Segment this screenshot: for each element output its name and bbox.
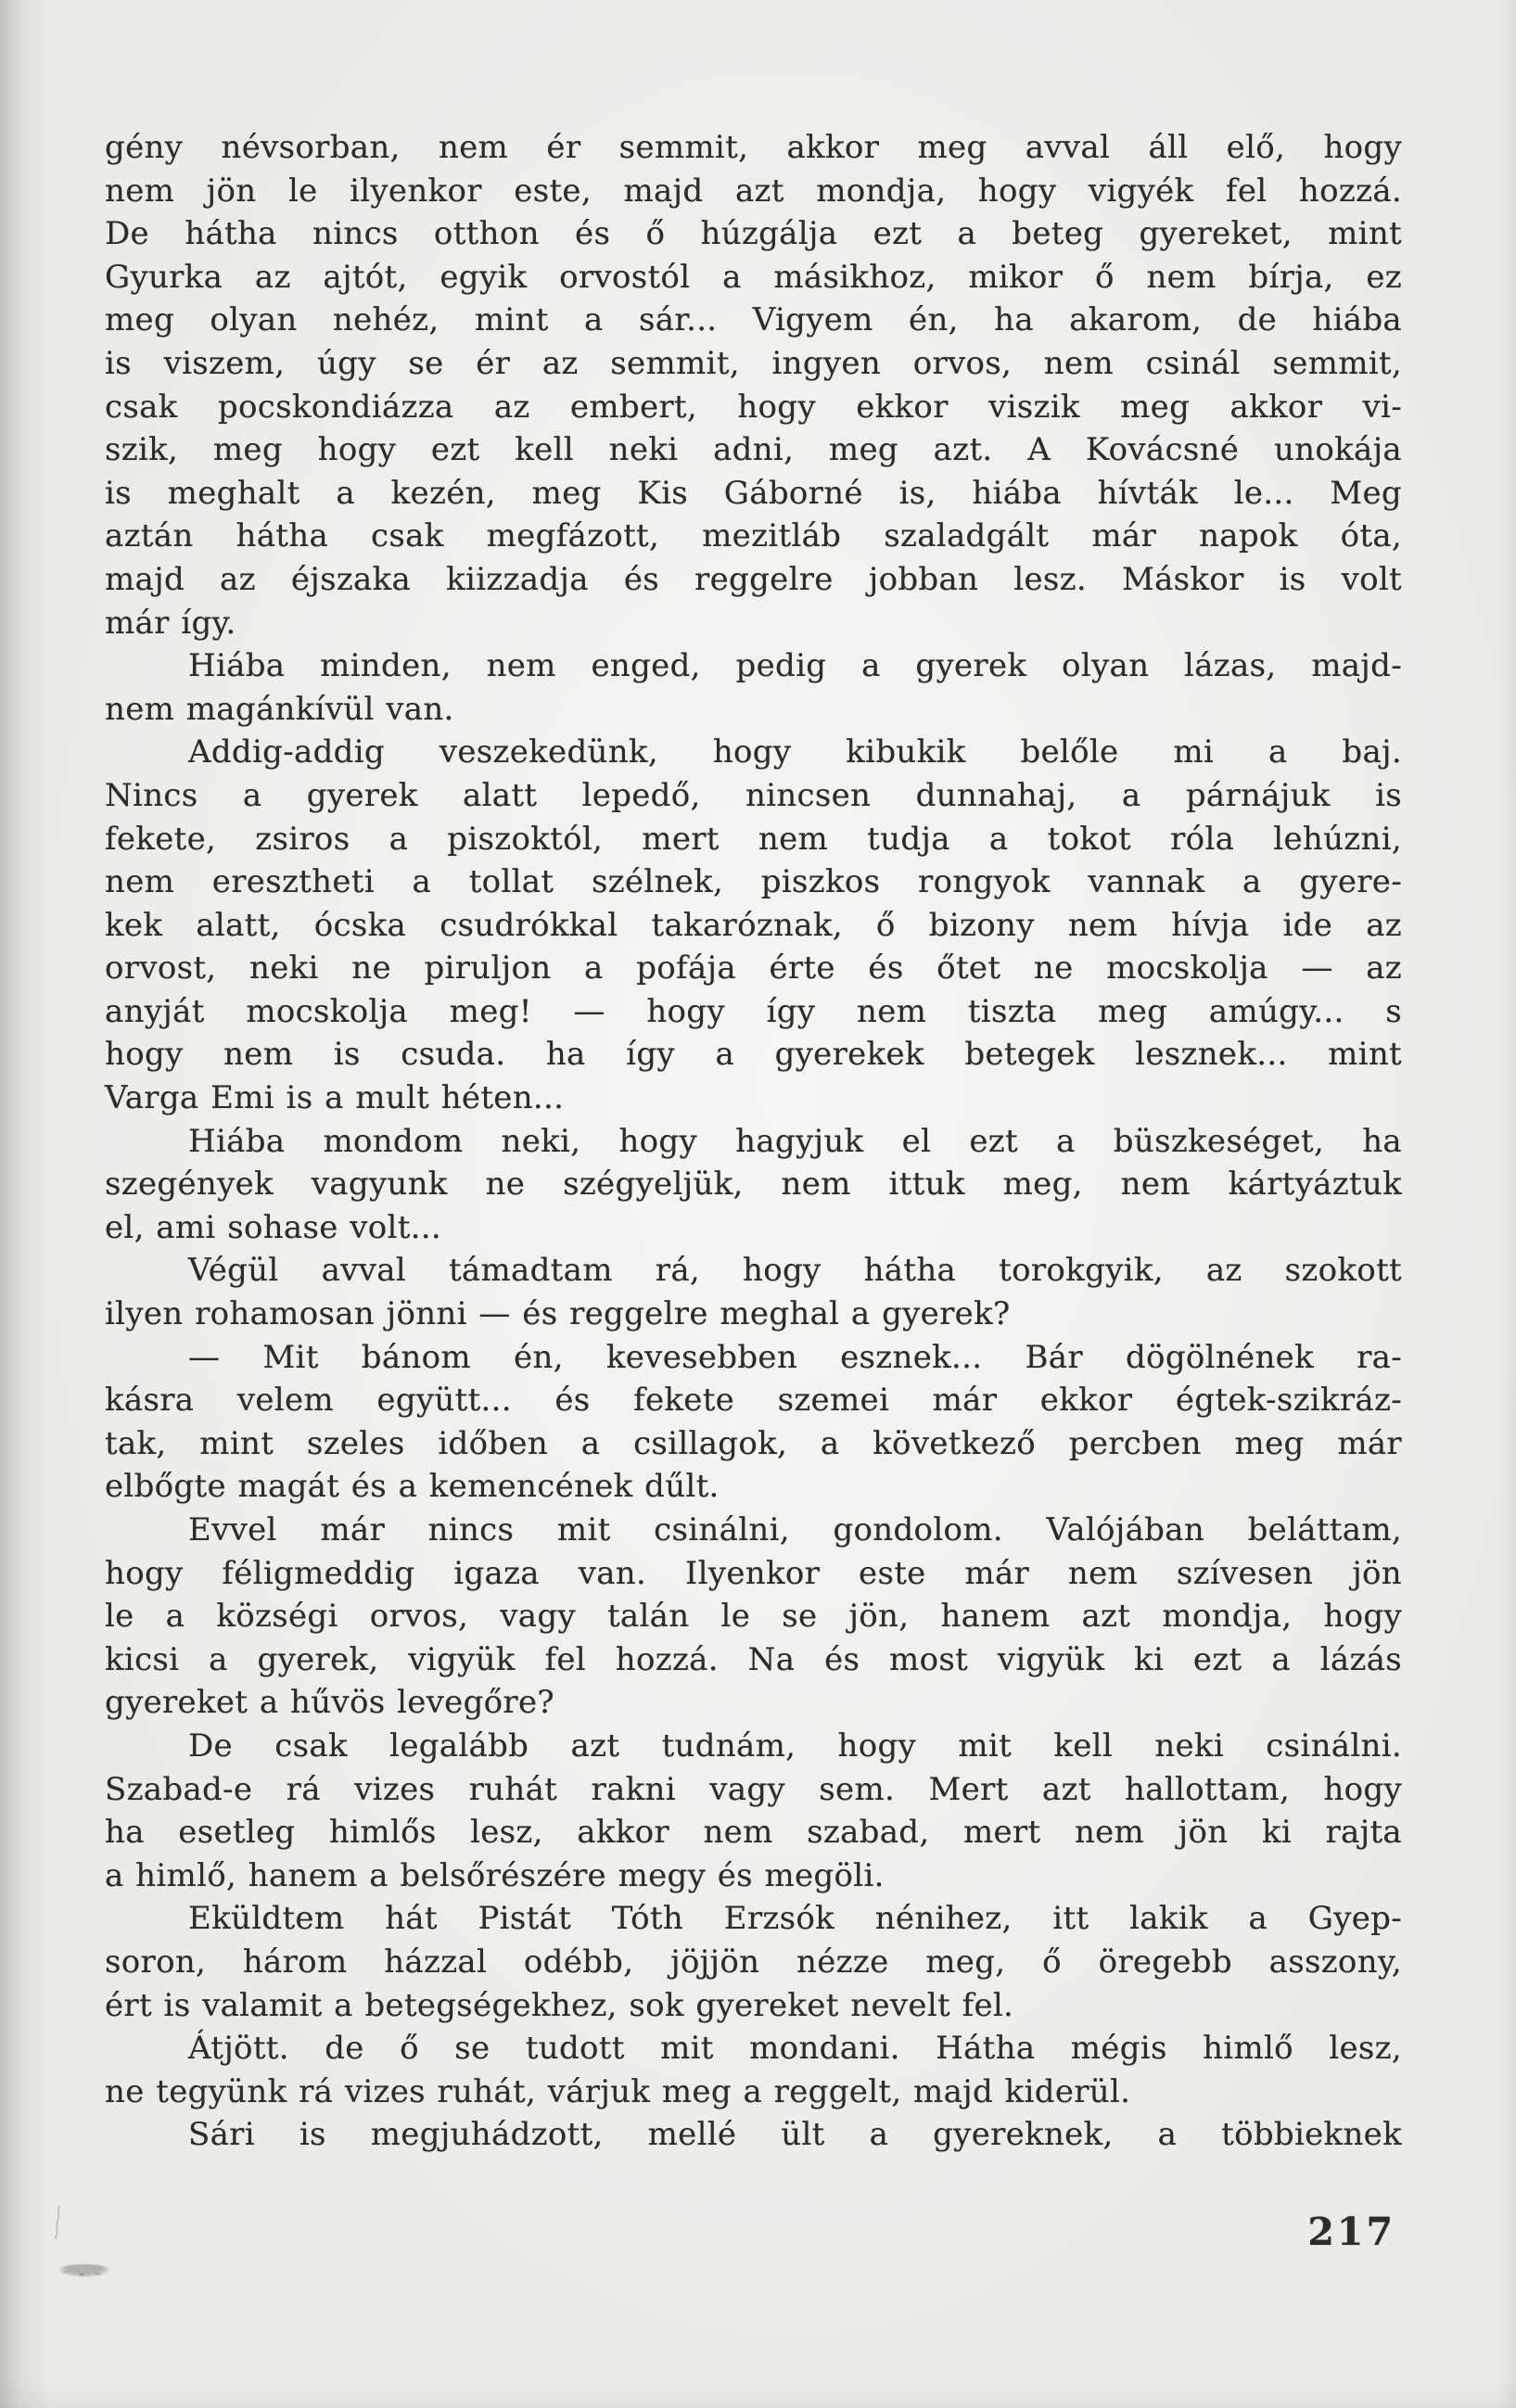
text-line: a himlő, hanem a belsőrészére megy és megöli.	[105, 1856, 885, 1894]
body-text	[105, 126, 1402, 2157]
text-line: le a községi orvos, vagy talán le se jön, hanem azt mondja, hogy	[105, 1598, 1402, 1636]
text-line: kicsi a gyerek, vigyük fel hozzá. Na és most vigyük ki ezt a lázás	[105, 1640, 1402, 1678]
text-line: el, ami sohase volt...	[105, 1208, 442, 1246]
text-line: majd az éjszaka kiizzadja és reggelre jobban lesz. Máskor is volt	[105, 560, 1402, 598]
text-line: Addig-addig veszekedünk, hogy kibukik belőle mi a baj.	[188, 733, 1402, 771]
page-number: 217	[1307, 2210, 1395, 2254]
text-line: Varga Emi is a mult héten...	[105, 1079, 565, 1117]
text-line: fekete, zsiros a piszoktól, mert nem tudja a tokot róla lehúzni,	[105, 820, 1402, 858]
text-line: Hiába mondom neki, hogy hagyjuk el ezt a büszkeséget, ha	[188, 1122, 1402, 1160]
text-line: ért is valamit a betegségekhez, sok gyereket nevelt fel.	[105, 1986, 1014, 2024]
text-line: hogy féligmeddig igaza van. Ilyenkor este már nem szívesen jön	[105, 1554, 1402, 1592]
text-line: anyját mocskolja meg! — hogy így nem tiszta meg amúgy... s	[105, 992, 1402, 1030]
text-line: Gyurka az ajtót, egyik orvostól a másikhoz, mikor ő nem bírja, ez	[105, 258, 1402, 296]
text-line: Szabad-e rá vizes ruhát rakni vagy sem. Mert azt hallottam, hogy	[105, 1770, 1402, 1808]
pencil-mark-smudge	[57, 2264, 111, 2277]
text-line: Eküldtem hát Pistát Tóth Erzsók nénihez, itt lakik a Gyep-	[188, 1900, 1402, 1938]
text-line: ne tegyünk rá vizes ruhát, várjuk meg a reggelt, majd kiderül.	[105, 2072, 1131, 2110]
text-line: is viszem, úgy se ér az semmit, ingyen orvos, nem csinál semmit,	[105, 344, 1402, 382]
text-line: orvost, neki ne piruljon a pofája érte és őtet ne mocskolja — az	[105, 949, 1402, 987]
text-line: nem magánkívül van.	[105, 690, 454, 728]
text-line: Nincs a gyerek alatt lepedő, nincsen dunnahaj, a párnájuk is	[105, 776, 1402, 814]
text-line: kek alatt, ócska csudrókkal takaróznak, ő bizony nem hívja ide az	[105, 906, 1402, 944]
text-line: — Mit bánom én, kevesebben esznek... Bár dögölnének ra-	[188, 1338, 1402, 1376]
text-line: Sári is megjuhádzott, mellé ült a gyereknek, a többieknek	[188, 2116, 1402, 2154]
text-line: De csak legalább azt tudnám, hogy mit kell neki csinálni.	[188, 1726, 1402, 1765]
text-line: aztán hátha csak megfázott, mezitláb szaladgált már napok óta,	[105, 517, 1402, 555]
text-line: nem eresztheti a tollat szélnek, piszkos rongyok vannak a gyere-	[105, 863, 1402, 901]
text-line: már így.	[105, 604, 236, 642]
text-line: gyereket a hűvös levegőre?	[105, 1684, 554, 1722]
text-line: Hiába minden, nem enged, pedig a gyerek olyan lázas, majd-	[188, 647, 1402, 685]
text-line: soron, három házzal odébb, jöjjön nézze meg, ő öregebb asszony,	[105, 1943, 1402, 1981]
text-line: Átjött. de ő se tudott mit mondani. Hátha mégis himlő lesz,	[188, 2030, 1402, 2068]
text-line: Végül avval támadtam rá, hogy hátha torokgyik, az szokott	[188, 1252, 1402, 1290]
text-line: szegények vagyunk ne szégyeljük, nem ittuk meg, nem kártyáztuk	[105, 1166, 1402, 1204]
text-line: Evvel már nincs mit csinálni, gondolom. Valójában beláttam,	[188, 1511, 1402, 1548]
text-line: De hátha nincs otthon és ő húzgálja ezt a beteg gyereket, mint	[105, 215, 1402, 253]
text-line: gény névsorban, nem ér semmit, akkor meg avval áll elő, hogy	[105, 129, 1402, 166]
text-line: hogy nem is csuda. ha így a gyerekek betegek lesznek... mint	[105, 1036, 1402, 1074]
text-line: tak, mint szeles időben a csillagok, a következő percben meg már	[105, 1424, 1402, 1462]
text-line: ha esetleg himlős lesz, akkor nem szabad, mert nem jön ki rajta	[105, 1814, 1402, 1852]
text-line: szik, meg hogy ezt kell neki adni, meg azt. A Kovácsné unokája	[105, 431, 1402, 469]
text-line: elbőgte magát és a kemencének dűlt.	[105, 1468, 720, 1506]
text-line: ilyen rohamosan jönni — és reggelre meghal a gyerek?	[105, 1295, 1011, 1333]
text-line: csak pocskondiázza az embert, hogy ekkor viszik meg akkor vi-	[105, 388, 1402, 426]
text-line: meg olyan nehéz, mint a sár... Vigyem én, ha akarom, de hiába	[105, 301, 1402, 339]
pencil-mark-squiggle	[51, 2205, 66, 2240]
text-line: kásra velem együtt... és fekete szemei már ekkor égtek-szikráz-	[105, 1382, 1402, 1420]
text-line: nem jön le ilyenkor este, majd azt mondja, hogy vigyék fel hozzá.	[105, 172, 1402, 210]
text-line: is meghalt a kezén, meg Kis Gáborné is, hiába hívták le... Meg	[105, 474, 1402, 512]
